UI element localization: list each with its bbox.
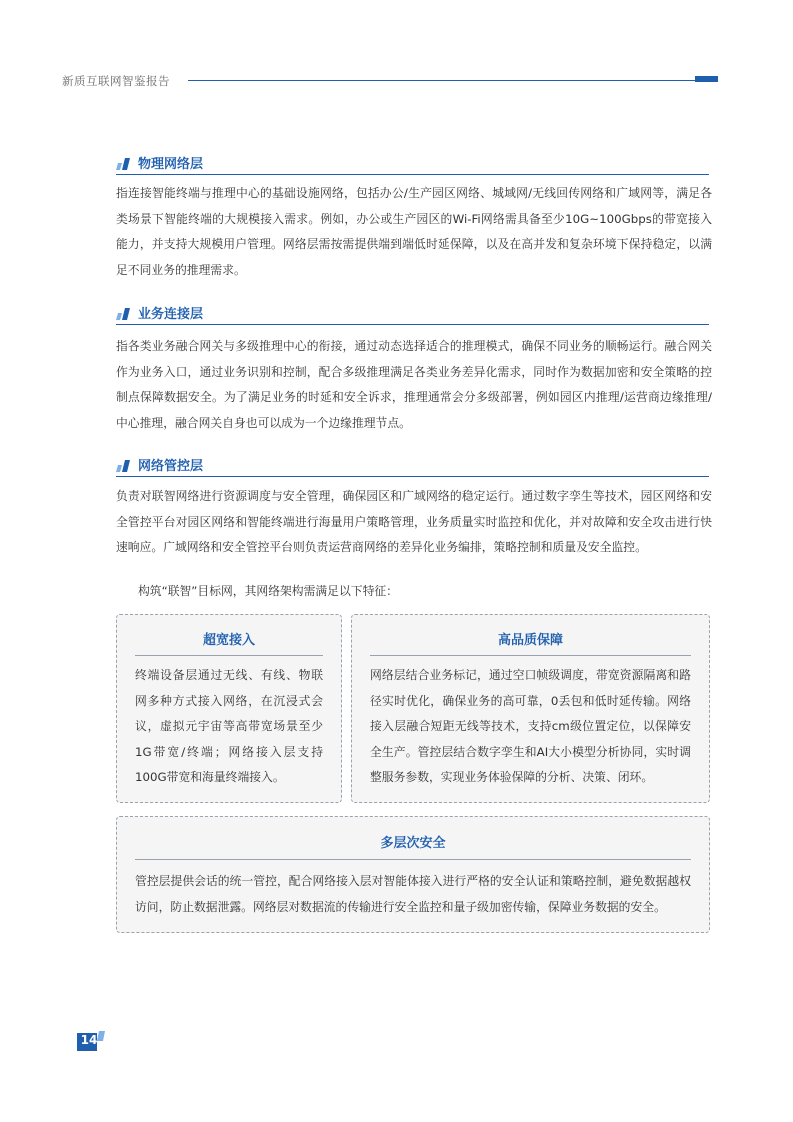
features-intro: 构筑“联智”目标网，其网络架构需满足以下特征： [138,584,398,598]
card-body: 终端设备层通过无线、有线、物联网多种方式接入网络，在沉浸式会议，虚拟元宇宙等高带宽场景至少1G带宽/终端；网络接入层支持100G带宽和海量终端接入。 [135,668,323,785]
section-rule [116,324,709,325]
header-rule [188,80,703,81]
feature-card-multi-layer-security [116,816,710,933]
page-number-badge [77,1031,101,1049]
feature-card-ultra-broadband [116,614,342,803]
card-body: 网络层结合业务标记，通过空口帧级调度，带宽资源隔离和路径实时优化，确保业务的高可靠，0丢包和低时延传输。网络接入层融合短距无线等技术，支持cm级位置定位，以保障安全生产。管控层结合数字孪生和AI大小模型分析协同，实时调整服务参数，实现业务体验保障的分析、决策、闭环。 [370,668,691,785]
card-title: 多层次安全 [380,836,446,851]
running-header-title: 新质互联网智鉴报告 [62,74,170,88]
header-accent-bar [695,76,718,82]
section-body: 指连接智能终端与推理中心的基础设施网络，包括办公/生产园区网络、城域网/无线回传网络和广域网等，满足各类场景下智能终端的大规模接入需求。例如，办公或生产园区的Wi-Fi网络需具备至少10G~100Gbps的带宽接入能力，并支持大规模用户管理。网络层需按需提供端到端低时延保障，以及在高并发和复杂环境下保持稳定，以满足不同业务的推理需求。 [116,186,712,277]
section-marker-icon [116,308,132,320]
page-number: 14 [80,1033,98,1047]
section-marker-icon [116,158,132,170]
card-rule [370,655,691,656]
card-title: 超宽接入 [202,633,255,648]
card-body: 管控层提供会话的统一管控，配合网络接入层对智能体接入进行严格的安全认证和策略控制，避免数据越权访问，防止数据泄露。网络层对数据流的传输进行安全监控和量子级加密传输，保障业务数据的安全。 [135,874,691,914]
card-rule [135,655,323,656]
section-heading-business-connection [116,300,709,330]
card-rule [135,859,691,860]
feature-card-high-quality [351,614,710,803]
section-title: 物理网络层 [138,157,204,172]
section-title: 业务连接层 [138,307,204,322]
section-title: 网络管控层 [138,459,204,474]
section-heading-physical-network [116,150,709,180]
card-title: 高品质保障 [497,633,563,648]
section-heading-network-control [116,452,709,482]
section-rule [116,476,709,477]
section-rule [116,174,709,175]
section-body: 负责对联智网络进行资源调度与安全管理，确保园区和广域网络的稳定运行。通过数字孪生等技术，园区网络和安全管控平台对园区网络和智能终端进行海量用户策略管理，业务质量实时监控和优化，并对故障和安全攻击进行快速响应。广域网络和安全管控平台则负责运营商网络的差异化业务编排，策略控制和质量及安全监控。 [116,489,712,555]
section-body: 指各类业务融合网关与多级推理中心的衔接，通过动态选择适合的推理模式，确保不同业务的顺畅运行。融合网关作为业务入口，通过业务识别和控制，配合多级推理满足各类业务差异化需求，同时作为数据加密和安全策略的控制点保障数据安全。为了满足业务的时延和安全诉求，推理通常会分多级部署，例如园区内推理/运营商边缘推理/中心推理，融合网关自身也可以成为一个边缘推理节点。 [116,339,712,430]
section-marker-icon [116,460,132,472]
